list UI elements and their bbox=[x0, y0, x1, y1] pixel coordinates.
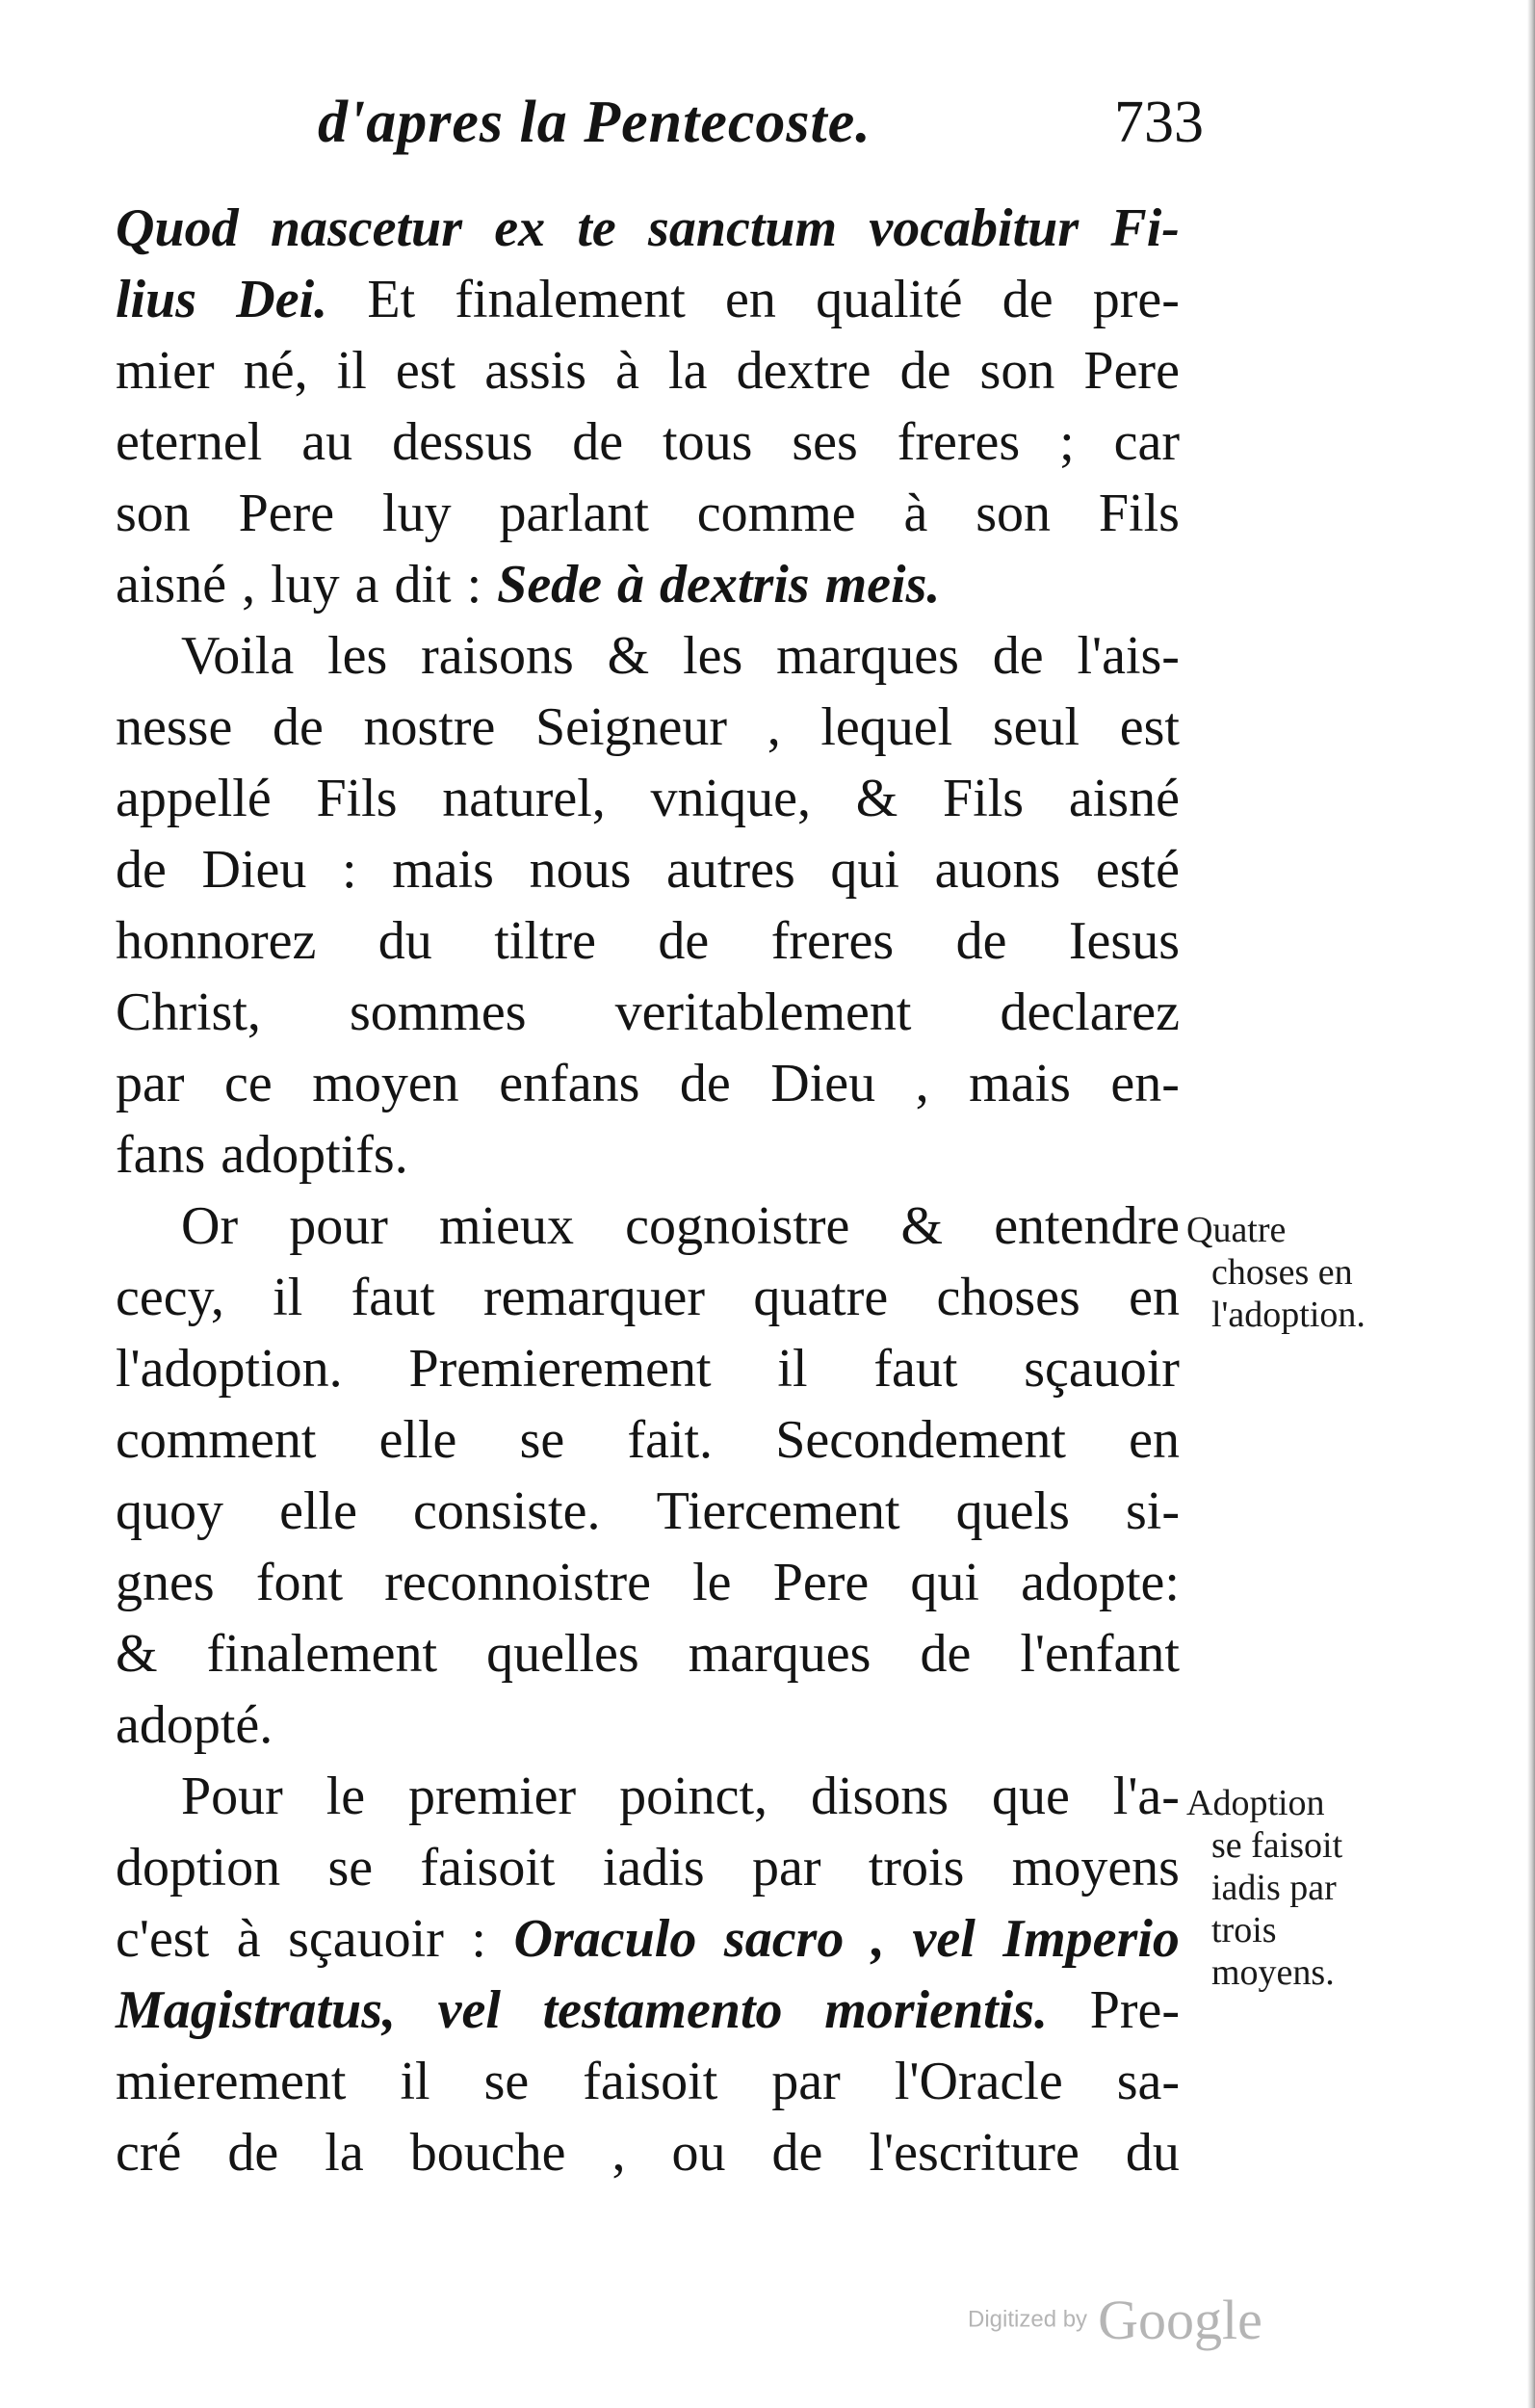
word: ou bbox=[671, 2123, 726, 2183]
word: : bbox=[466, 555, 482, 615]
word: & bbox=[900, 1196, 944, 1256]
text-line bbox=[116, 763, 1180, 834]
margin-note-quatre-choses bbox=[1186, 1209, 1366, 1336]
text-line bbox=[116, 692, 1180, 763]
word: du bbox=[1125, 2123, 1180, 2183]
word: pour bbox=[289, 1196, 388, 1256]
word: choses bbox=[936, 1268, 1080, 1327]
word: Dieu bbox=[770, 1054, 876, 1113]
word: ses bbox=[792, 412, 858, 472]
word: parlant bbox=[499, 484, 649, 543]
word: il bbox=[777, 1339, 808, 1399]
word: il bbox=[400, 2052, 430, 2111]
word: il bbox=[273, 1268, 303, 1327]
word: vel bbox=[437, 1980, 501, 2040]
word: cecy, bbox=[116, 1268, 224, 1327]
word: quels bbox=[955, 1481, 1070, 1541]
word: freres bbox=[770, 911, 895, 971]
word: bouche bbox=[409, 2123, 566, 2183]
text-line bbox=[116, 2117, 1180, 2188]
word: dit bbox=[394, 555, 452, 615]
word: que bbox=[992, 1767, 1070, 1826]
word: Pour bbox=[181, 1767, 283, 1826]
margin-note-line: l'adoption. bbox=[1211, 1295, 1366, 1335]
word: marques bbox=[776, 626, 959, 686]
text-line bbox=[116, 2046, 1180, 2117]
word: nascetur bbox=[270, 198, 462, 258]
word: Quod bbox=[116, 198, 239, 258]
word: de bbox=[227, 2123, 279, 2183]
word: sommes bbox=[349, 982, 527, 1042]
word: l'escriture bbox=[869, 2123, 1080, 2183]
word: est bbox=[1119, 697, 1180, 757]
word: gnes bbox=[116, 1553, 215, 1612]
word: Tiercement bbox=[656, 1481, 900, 1541]
word: freres bbox=[897, 412, 1021, 472]
word: ce bbox=[224, 1054, 273, 1113]
word: comme bbox=[696, 484, 856, 543]
word: declarez bbox=[1000, 982, 1180, 1042]
word: de bbox=[658, 911, 710, 971]
word: ; bbox=[1059, 412, 1075, 472]
word: meis. bbox=[824, 555, 941, 615]
word: dextris bbox=[660, 555, 810, 615]
word: font bbox=[255, 1553, 344, 1612]
word: sa- bbox=[1116, 2052, 1180, 2111]
word: quelles bbox=[486, 1624, 639, 1684]
word: en- bbox=[1110, 1054, 1180, 1113]
word: te bbox=[577, 198, 616, 258]
word: , bbox=[871, 1909, 885, 1969]
word: le bbox=[325, 1767, 366, 1826]
watermark-brand: Google bbox=[1098, 2289, 1262, 2351]
text-line bbox=[116, 335, 1180, 406]
text-line bbox=[116, 620, 1180, 692]
word: l'adoption. bbox=[116, 1339, 343, 1399]
word: Pre- bbox=[1089, 1980, 1180, 2040]
word: honnorez bbox=[116, 911, 317, 971]
word: faut bbox=[351, 1268, 435, 1327]
text-line bbox=[116, 834, 1180, 905]
word: mais bbox=[969, 1054, 1071, 1113]
word: son bbox=[979, 341, 1055, 401]
word: Seigneur bbox=[534, 697, 728, 757]
word: reconnoistre bbox=[384, 1553, 651, 1612]
word: : bbox=[342, 840, 357, 900]
word: eternel bbox=[116, 412, 263, 472]
word: car bbox=[1113, 412, 1180, 472]
word: de bbox=[116, 840, 167, 900]
word: finalement bbox=[206, 1624, 438, 1684]
word: elle bbox=[279, 1481, 357, 1541]
word: nous bbox=[529, 840, 632, 900]
word: en bbox=[725, 270, 776, 329]
word: de bbox=[992, 626, 1044, 686]
word: Christ, bbox=[116, 982, 261, 1042]
word: , bbox=[242, 555, 256, 615]
word: pre- bbox=[1092, 270, 1180, 329]
text-line bbox=[116, 1404, 1180, 1476]
margin-note-line: choses en bbox=[1211, 1252, 1353, 1293]
word: adopte: bbox=[1021, 1553, 1180, 1612]
word: par bbox=[771, 2052, 841, 2111]
word: sanctum bbox=[648, 198, 838, 258]
word: la bbox=[325, 2123, 364, 2183]
word: luy bbox=[271, 555, 340, 615]
word: Fils bbox=[943, 769, 1025, 828]
margin-note-adoption-moyens bbox=[1186, 1782, 1342, 1994]
word: Fils bbox=[1098, 484, 1180, 543]
word: disons bbox=[810, 1767, 950, 1826]
word: à bbox=[236, 1909, 261, 1969]
word: morientis. bbox=[824, 1980, 1049, 2040]
word: Dei. bbox=[236, 270, 328, 329]
word: a bbox=[354, 555, 379, 615]
word: vocabitur bbox=[869, 198, 1080, 258]
word: Fils bbox=[316, 769, 398, 828]
word: mierement bbox=[116, 2052, 347, 2111]
word: dessus bbox=[392, 412, 533, 472]
word: se bbox=[519, 1410, 565, 1470]
word: en bbox=[1129, 1410, 1180, 1470]
text-line bbox=[116, 1048, 1180, 1119]
word: se bbox=[483, 2052, 530, 2111]
word: mais bbox=[392, 840, 494, 900]
word: Dieu bbox=[201, 840, 307, 900]
word: cré bbox=[116, 2123, 182, 2183]
word: l'a- bbox=[1112, 1767, 1180, 1826]
word: veritablement bbox=[614, 982, 912, 1042]
word: moyen bbox=[312, 1054, 459, 1113]
word: sçauoir bbox=[288, 1909, 444, 1969]
word: Sede bbox=[497, 555, 603, 615]
word: Pere bbox=[1083, 341, 1180, 401]
word: Premierement bbox=[408, 1339, 712, 1399]
word: & bbox=[855, 769, 898, 828]
word: de bbox=[955, 911, 1007, 971]
page-edge-shadow bbox=[1527, 0, 1535, 2408]
word: testamento bbox=[542, 1980, 783, 2040]
word: en bbox=[1129, 1268, 1180, 1327]
margin-note-line: trois bbox=[1211, 1910, 1277, 1950]
text-line bbox=[116, 478, 1180, 549]
margin-note-line: se faisoit bbox=[1211, 1825, 1343, 1866]
word: seul bbox=[992, 697, 1080, 757]
word: comment bbox=[116, 1410, 317, 1470]
running-head bbox=[318, 89, 1204, 175]
word: ex bbox=[494, 198, 546, 258]
text-line bbox=[116, 193, 1180, 264]
word: Iesus bbox=[1068, 911, 1180, 971]
running-title: d'apres la Pentecoste. bbox=[318, 90, 872, 155]
text-line bbox=[116, 406, 1180, 478]
word: dextre bbox=[736, 341, 872, 401]
margin-note-line: Quatre bbox=[1186, 1210, 1287, 1250]
word: à bbox=[903, 484, 928, 543]
word: à bbox=[615, 341, 639, 401]
word: finalement bbox=[455, 270, 686, 329]
word: tous bbox=[663, 412, 753, 472]
text-line bbox=[116, 1618, 1180, 1689]
word: quatre bbox=[753, 1268, 889, 1327]
word: esté bbox=[1095, 840, 1180, 900]
word: il bbox=[336, 341, 367, 401]
word: Et bbox=[367, 270, 416, 329]
word: lius bbox=[116, 270, 197, 329]
word: sacro bbox=[723, 1909, 845, 1969]
word: tiltre bbox=[494, 911, 596, 971]
word: Magistratus, bbox=[116, 1980, 396, 2040]
word: nesse bbox=[116, 697, 233, 757]
word: les bbox=[683, 626, 743, 686]
word: par bbox=[116, 1054, 185, 1113]
word: , bbox=[767, 697, 781, 757]
word: est bbox=[395, 341, 456, 401]
word: aisné bbox=[1068, 769, 1180, 828]
word: enfans bbox=[499, 1054, 640, 1113]
word: & bbox=[116, 1624, 158, 1684]
watermark-prefix: Digitized by bbox=[968, 2306, 1088, 2333]
word: de bbox=[899, 341, 951, 401]
word: l'ais- bbox=[1077, 626, 1180, 686]
word: si- bbox=[1126, 1481, 1180, 1541]
text-line bbox=[116, 1975, 1180, 2046]
word: Pere bbox=[238, 484, 335, 543]
margin-note-line: Adoption bbox=[1186, 1783, 1325, 1823]
word: Oraculo bbox=[513, 1909, 697, 1969]
word: Imperio bbox=[1002, 1909, 1180, 1969]
word: de bbox=[572, 412, 624, 472]
word: poinct, bbox=[619, 1767, 768, 1826]
word: faisoit bbox=[420, 1838, 556, 1898]
text-line bbox=[116, 264, 1180, 335]
word: par bbox=[751, 1838, 821, 1898]
word: & bbox=[607, 626, 650, 686]
word: , bbox=[915, 1054, 929, 1113]
word: doption bbox=[116, 1838, 281, 1898]
word: faut bbox=[873, 1339, 958, 1399]
margin-note-line: moyens. bbox=[1211, 1952, 1335, 1993]
word: cognoistre bbox=[625, 1196, 850, 1256]
word: au bbox=[301, 412, 353, 472]
word: de bbox=[1002, 270, 1054, 329]
word: son bbox=[116, 484, 191, 543]
text-line bbox=[116, 977, 1180, 1048]
word: marques bbox=[688, 1624, 872, 1684]
word: qui bbox=[830, 840, 899, 900]
text-line bbox=[116, 1119, 1180, 1191]
word: Pere bbox=[772, 1553, 870, 1612]
word: auons bbox=[934, 840, 1061, 900]
word: Secondement bbox=[775, 1410, 1066, 1470]
word: du bbox=[377, 911, 432, 971]
page-number: 733 bbox=[1114, 90, 1204, 155]
text-line bbox=[116, 1903, 1180, 1975]
word: Fi- bbox=[1110, 198, 1180, 258]
word: adopté. bbox=[116, 1695, 273, 1755]
word: elle bbox=[378, 1410, 457, 1470]
word: , bbox=[611, 2123, 626, 2183]
word: la bbox=[668, 341, 708, 401]
word: c'est bbox=[116, 1909, 210, 1969]
word: mier bbox=[116, 341, 215, 401]
word: aisné bbox=[116, 555, 227, 615]
word: assis bbox=[484, 341, 586, 401]
word: appellé bbox=[116, 769, 272, 828]
word: adoptifs. bbox=[221, 1125, 408, 1185]
word: lequel bbox=[820, 697, 953, 757]
text-line bbox=[116, 1191, 1180, 1262]
margin-note-line: iadis par bbox=[1211, 1868, 1337, 1908]
word: fans bbox=[116, 1125, 206, 1185]
word: l'enfant bbox=[1020, 1624, 1180, 1684]
word: de bbox=[272, 697, 324, 757]
word: le bbox=[692, 1553, 732, 1612]
word: consiste. bbox=[413, 1481, 601, 1541]
word: vnique, bbox=[650, 769, 811, 828]
word: iadis bbox=[602, 1838, 705, 1898]
body-text bbox=[116, 193, 1180, 2188]
text-line bbox=[116, 1333, 1180, 1404]
text-line bbox=[116, 1761, 1180, 1832]
word: premier bbox=[408, 1767, 577, 1826]
word: fait. bbox=[627, 1410, 714, 1470]
word: trois bbox=[868, 1838, 965, 1898]
word: de bbox=[679, 1054, 731, 1113]
word: à bbox=[617, 555, 645, 615]
text-line bbox=[116, 549, 1180, 620]
text-line bbox=[116, 1689, 1180, 1761]
word: mieux bbox=[439, 1196, 574, 1256]
word: se bbox=[327, 1838, 374, 1898]
word: vel bbox=[912, 1909, 976, 1969]
word: Voila bbox=[181, 626, 295, 686]
word: son bbox=[976, 484, 1051, 543]
word: les bbox=[327, 626, 388, 686]
word: autres bbox=[666, 840, 795, 900]
word: faisoit bbox=[583, 2052, 718, 2111]
text-line bbox=[116, 1476, 1180, 1547]
word: quoy bbox=[116, 1481, 223, 1541]
word: remarquer bbox=[482, 1268, 706, 1327]
word: de bbox=[920, 1624, 972, 1684]
word: l'Oracle bbox=[894, 2052, 1063, 2111]
word: : bbox=[471, 1909, 486, 1969]
word: de bbox=[771, 2123, 823, 2183]
word: qualité bbox=[816, 270, 963, 329]
word: Or bbox=[181, 1196, 239, 1256]
word: entendre bbox=[994, 1196, 1180, 1256]
word: sçauoir bbox=[1024, 1339, 1180, 1399]
text-line bbox=[116, 1832, 1180, 1903]
word: raisons bbox=[421, 626, 574, 686]
text-line bbox=[116, 1262, 1180, 1333]
google-watermark bbox=[968, 2288, 1262, 2352]
word: moyens bbox=[1011, 1838, 1180, 1898]
word: luy bbox=[382, 484, 452, 543]
word: naturel, bbox=[442, 769, 606, 828]
text-line bbox=[116, 1547, 1180, 1618]
word: né, bbox=[243, 341, 308, 401]
text-line bbox=[116, 905, 1180, 977]
word: qui bbox=[910, 1553, 979, 1612]
word: nostre bbox=[363, 697, 496, 757]
